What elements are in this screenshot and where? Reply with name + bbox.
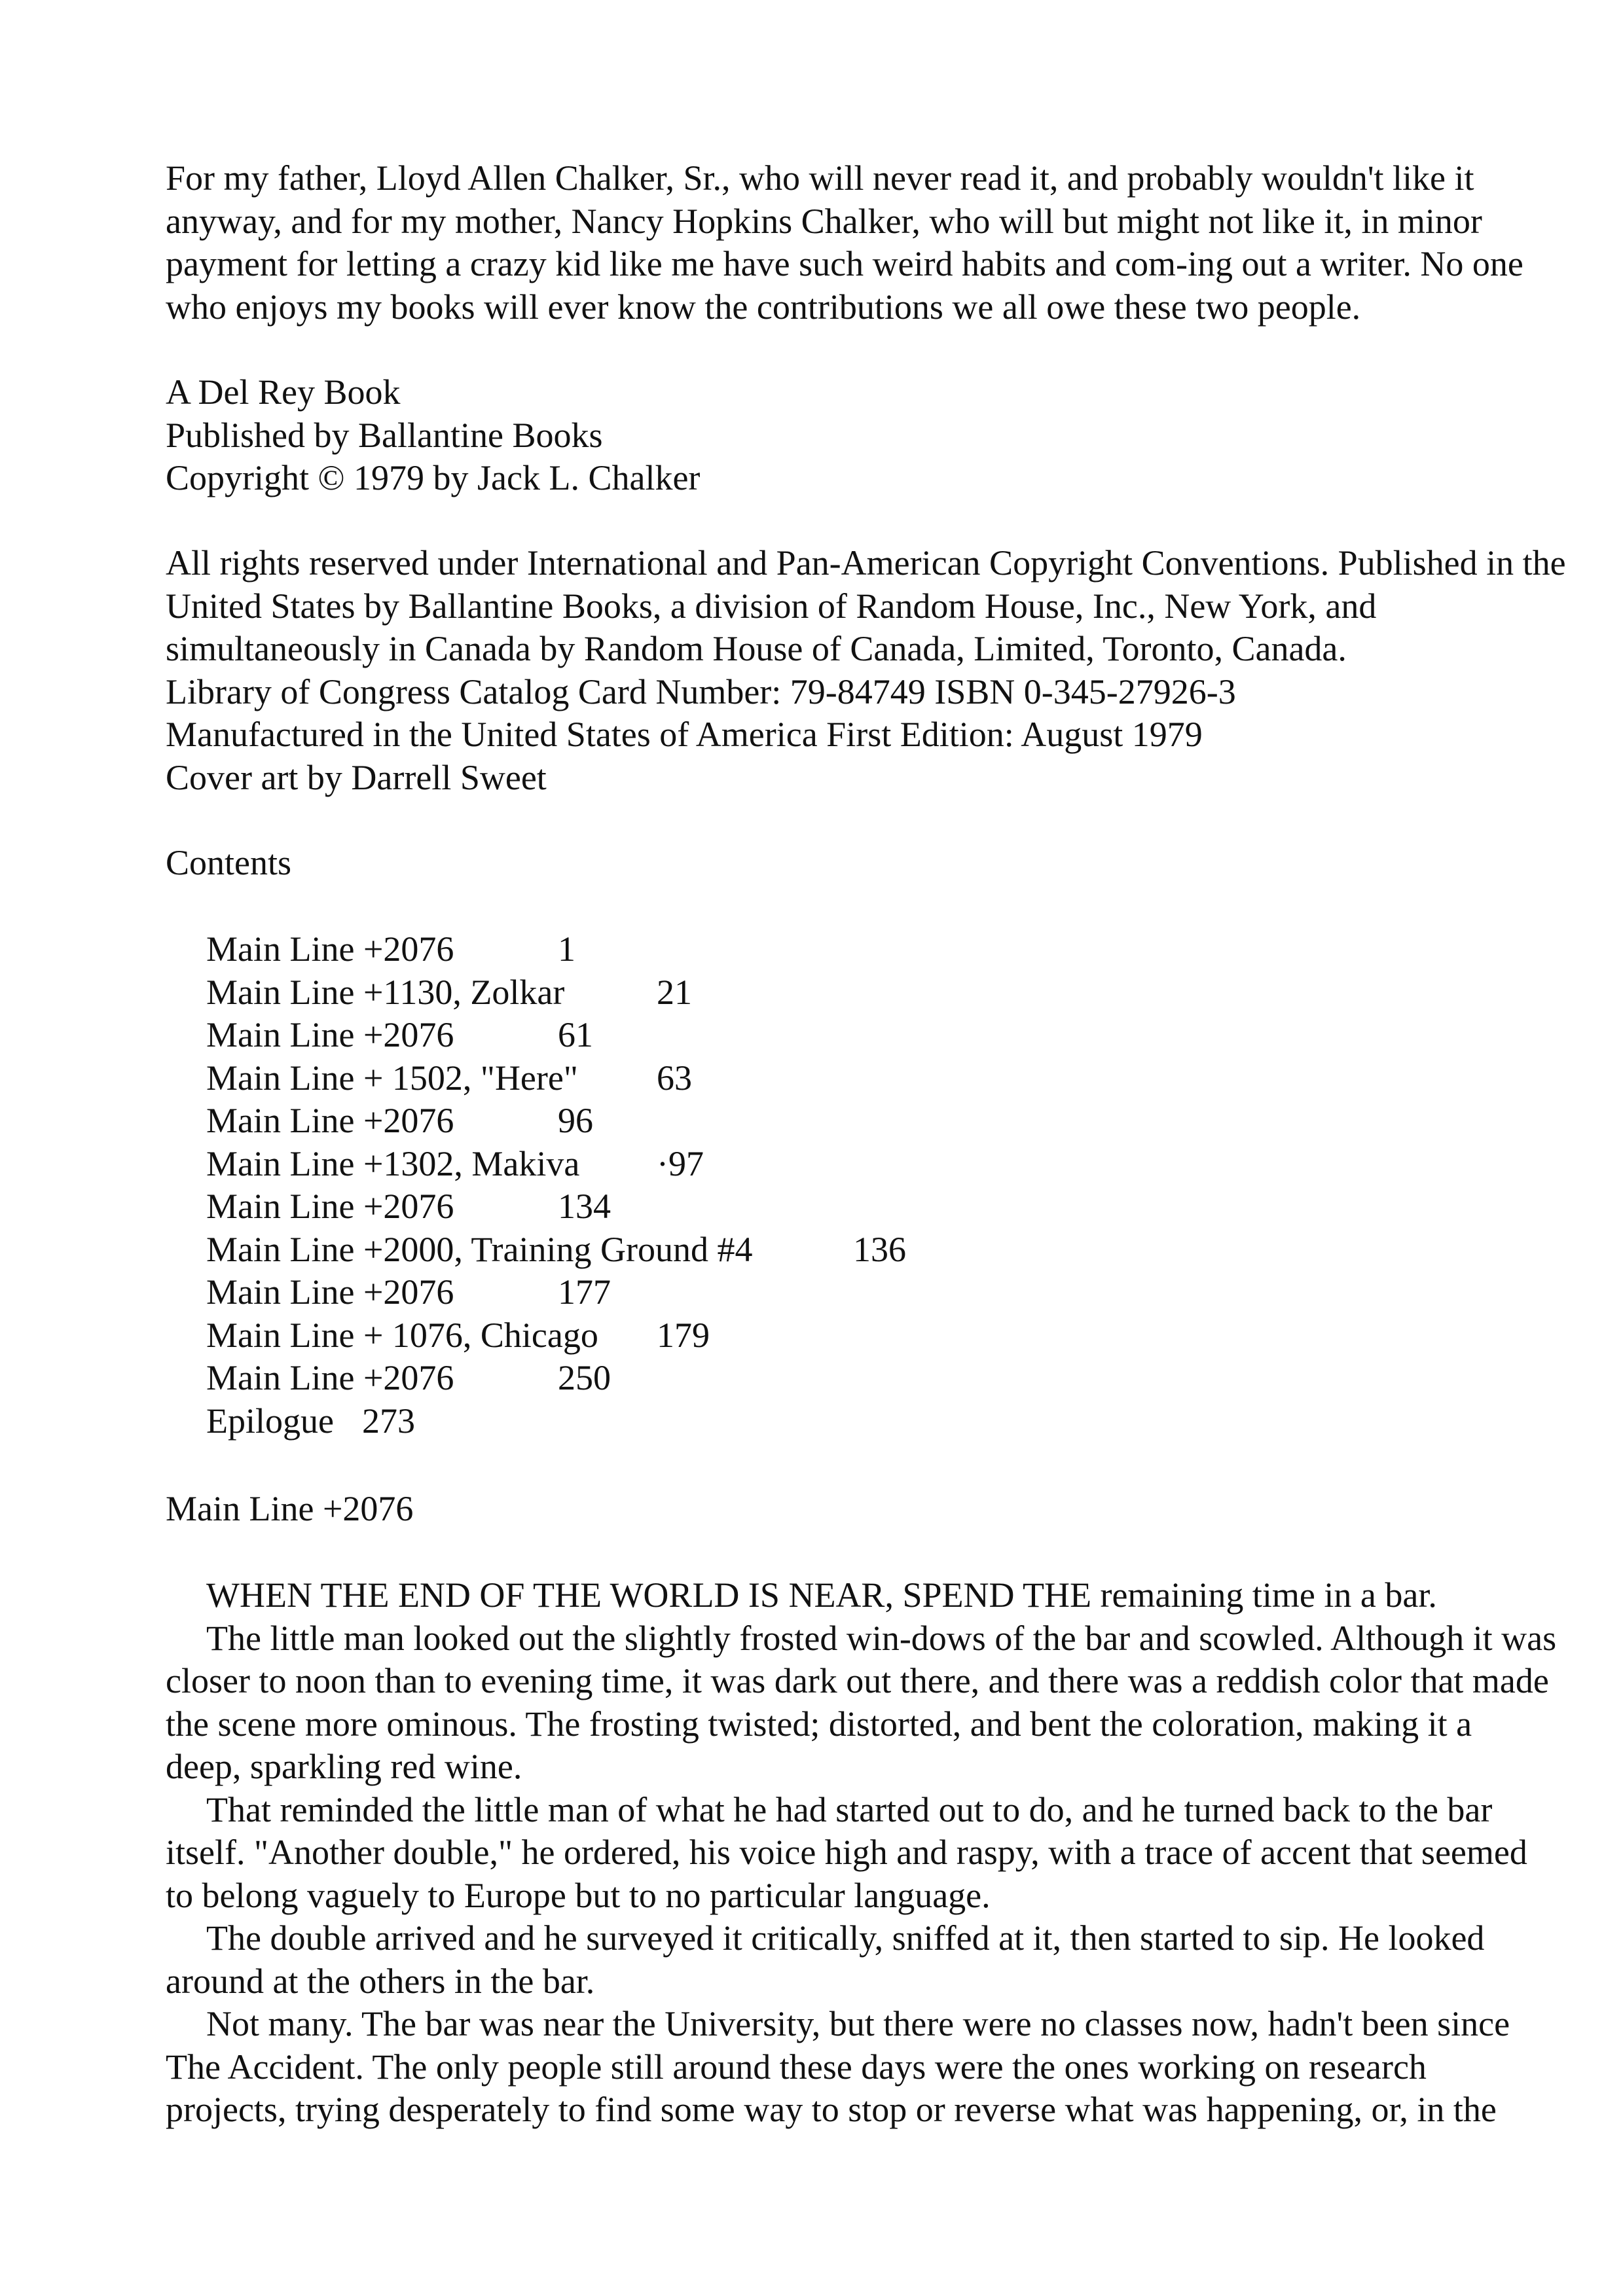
toc-entry-page: 96 — [558, 1101, 593, 1140]
body-line: itself. "Another double," he ordered, his voice high and raspy, with a trace of accent that seemed — [166, 1833, 1527, 1872]
toc-entry-page: ·97 — [657, 1143, 704, 1183]
toc-entry-page: 21 — [657, 972, 692, 1012]
publisher-info — [166, 371, 1623, 500]
toc-entry — [166, 1100, 1623, 1143]
toc-entry-title: Main Line + 1076, Chicago — [206, 1315, 598, 1355]
toc-entry-page: 1 — [558, 929, 575, 969]
rights-line: United States by Ballantine Books, a division of Random House, Inc., New York, and — [166, 586, 1377, 626]
cover-art-line: Cover art by Darrell Sweet — [166, 757, 547, 797]
toc-entry-page: 136 — [853, 1229, 906, 1269]
copyright-line: Copyright © 1979 by Jack L. Chalker — [166, 458, 701, 497]
dedication-line: payment for letting a crazy kid like me have such weird habits and com-ing out a writer. No one — [166, 244, 1523, 283]
toc-entry-page: 273 — [362, 1401, 415, 1441]
imprint-line: A Del Rey Book — [166, 372, 401, 412]
toc-entry-page: 134 — [558, 1187, 611, 1226]
toc-entry-title: Main Line +2076 — [206, 1101, 454, 1140]
body-line: Not many. The bar was near the University, but there were no classes now, hadn't been since — [206, 2004, 1510, 2043]
toc-entry — [166, 1229, 1623, 1272]
body-line: the scene more ominous. The frosting twisted; distorted, and bent the coloration, making it a — [166, 1704, 1472, 1744]
contents-heading — [166, 842, 1623, 885]
dedication-line: who enjoys my books will ever know the contributions we all owe these two people. — [166, 287, 1361, 327]
toc-entry — [166, 1143, 1623, 1186]
toc-entry-title: Main Line +1130, Zolkar — [206, 972, 565, 1012]
toc-entry — [166, 1357, 1623, 1400]
toc-entry-title: Main Line +2076 — [206, 1015, 454, 1054]
toc-entry-title: Main Line +1302, Makiva — [206, 1143, 580, 1183]
toc-entry-title: Main Line +2076 — [206, 929, 454, 969]
contents-title: Contents — [166, 843, 292, 882]
body-line: to belong vaguely to Europe but to no particular language. — [166, 1875, 991, 1915]
body-line: WHEN THE END OF THE WORLD IS NEAR, SPEND THE remaining time in a bar. — [206, 1575, 1437, 1615]
toc-entry — [166, 1014, 1623, 1057]
edition-line: Manufactured in the United States of America First Edition: August 1979 — [166, 715, 1203, 754]
toc-entry-page: 179 — [657, 1315, 710, 1355]
dedication-paragraph — [166, 157, 1623, 329]
body-line: deep, sparkling red wine. — [166, 1747, 522, 1786]
chapter-title: Main Line +2076 — [166, 1489, 414, 1528]
table-of-contents — [166, 928, 1623, 1443]
body-line: closer to noon than to evening time, it was dark out there, and there was a reddish color that made — [166, 1661, 1549, 1700]
chapter-body — [166, 1574, 1623, 2132]
dedication-line: For my father, Lloyd Allen Chalker, Sr., who will never read it, and probably wouldn't like it — [166, 158, 1474, 198]
body-line: The Accident. The only people still around these days were the ones working on research — [166, 2047, 1427, 2087]
body-line: around at the others in the bar. — [166, 1961, 595, 2001]
toc-entry-title: Main Line +2000, Training Ground #4 — [206, 1229, 753, 1269]
body-line: That reminded the little man of what he had started out to do, and he turned back to the bar — [206, 1789, 1493, 1829]
toc-entry-page: 177 — [558, 1272, 611, 1312]
catalog-line: Library of Congress Catalog Card Number: 79-84749 ISBN 0-345-27926-3 — [166, 672, 1236, 711]
body-line: projects, trying desperately to find some way to stop or reverse what was happening, or, in the — [166, 2090, 1497, 2129]
toc-entry-page: 61 — [558, 1015, 593, 1054]
toc-entry-title: Main Line +2076 — [206, 1272, 454, 1312]
toc-entry-page: 250 — [558, 1358, 611, 1397]
toc-entry — [166, 971, 1623, 1014]
publisher-line: Published by Ballantine Books — [166, 415, 603, 455]
dedication-line: anyway, and for my mother, Nancy Hopkins Chalker, who will but might not like it, in minor — [166, 201, 1482, 241]
body-line: The little man looked out the slightly frosted win-dows of the bar and scowled. Although it was — [206, 1618, 1557, 1658]
rights-paragraph — [166, 542, 1623, 799]
body-line: The double arrived and he surveyed it critically, sniffed at it, then started to sip. He looked — [206, 1918, 1485, 1958]
toc-entry-title: Main Line + 1502, "Here" — [206, 1058, 578, 1098]
chapter-heading — [166, 1488, 1623, 1531]
toc-entry — [166, 1185, 1623, 1229]
toc-entry — [166, 1271, 1623, 1314]
toc-entry — [166, 1057, 1623, 1100]
rights-line: All rights reserved under International and Pan-American Copyright Conventions. Published in the — [166, 543, 1566, 583]
toc-entry-page: 63 — [657, 1058, 692, 1098]
rights-line: simultaneously in Canada by Random House of Canada, Limited, Toronto, Canada. — [166, 629, 1347, 668]
toc-entry-title: Main Line +2076 — [206, 1358, 454, 1397]
toc-entry — [166, 1314, 1623, 1357]
toc-entry-title: Epilogue — [206, 1401, 334, 1441]
toc-entry — [166, 928, 1623, 971]
toc-entry — [166, 1400, 1623, 1443]
toc-entry-title: Main Line +2076 — [206, 1187, 454, 1226]
